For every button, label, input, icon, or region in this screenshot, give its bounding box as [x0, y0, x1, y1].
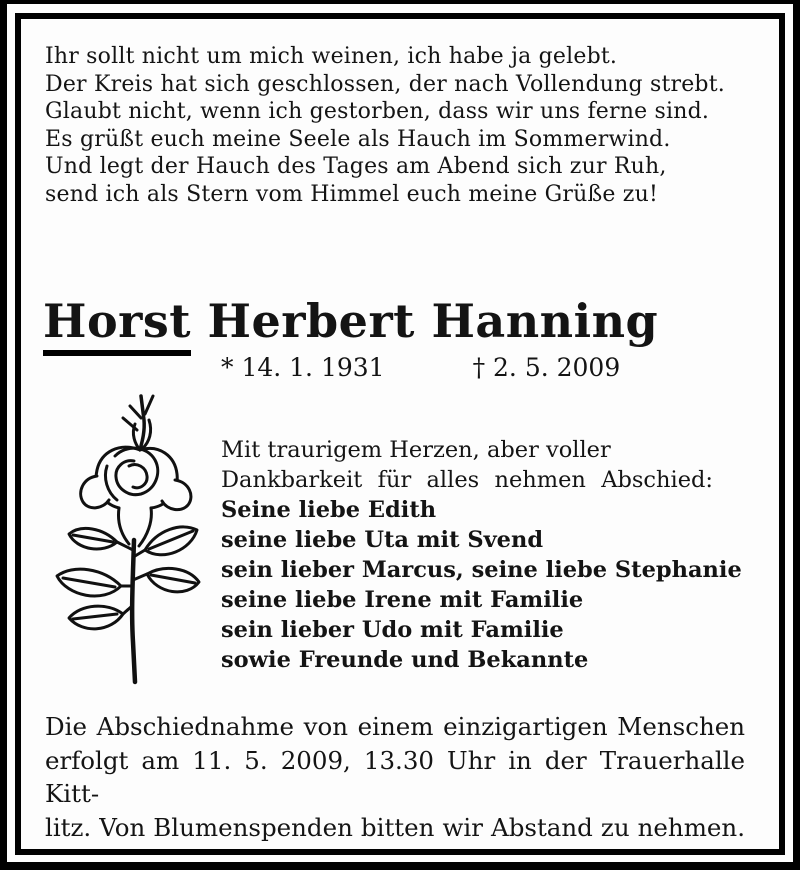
mourner-line: sein lieber Udo mit Familie — [221, 617, 564, 643]
farewell-intro-line: Mit traurigem Herzen, aber voller — [221, 437, 611, 463]
deceased-first-name: Horst — [43, 294, 191, 356]
funeral-line: erfolgt am 11. 5. 2009, 13.30 Uhr in der Trauerhalle Kitt- — [45, 745, 745, 808]
deceased-name — [43, 294, 658, 348]
birth-date: * 14. 1. 1931 — [221, 353, 385, 382]
mourner-line: sowie Freunde und Bekannte — [221, 647, 589, 673]
farewell-intro-line: Dankbarkeit für alles nehmen Abschied: — [221, 467, 713, 493]
deceased-rest-name: Herbert Hanning — [191, 294, 659, 348]
poem-line: send ich als Stern vom Himmel euch meine Grüße zu! — [45, 181, 658, 207]
poem-line: Glaubt nicht, wenn ich gestorben, dass wir uns ferne sind. — [45, 99, 710, 124]
funeral-line: Die Abschiednahme von einem einzigartigen Menschen — [45, 712, 745, 741]
funeral-line: litz. Von Blumenspenden bitten wir Abstand zu nehmen. — [45, 812, 745, 842]
mourner-line: seine liebe Uta mit Svend — [221, 527, 544, 553]
poem-line: Und legt der Hauch des Tages am Abend sich zur Ruh, — [45, 154, 667, 179]
poem-line: Der Kreis hat sich geschlossen, der nach Vollendung strebt. — [45, 71, 725, 97]
mourner-line: Seine liebe Edith — [221, 497, 437, 523]
death-date: † 2. 5. 2009 — [472, 353, 621, 382]
mourner-line: seine liebe Irene mit Familie — [221, 587, 584, 613]
poem-line: Es grüßt euch meine Seele als Hauch im Sommerwind. — [45, 126, 671, 152]
memorial-poem — [45, 43, 725, 208]
funeral-details — [45, 710, 745, 844]
poem-line: Ihr sollt nicht um mich weinen, ich habe ja gelebt. — [45, 44, 618, 69]
life-dates — [221, 353, 620, 382]
rose-illustration — [45, 390, 205, 685]
farewell-section — [221, 435, 742, 675]
mourner-line: sein lieber Marcus, seine liebe Stephanie — [221, 557, 742, 583]
